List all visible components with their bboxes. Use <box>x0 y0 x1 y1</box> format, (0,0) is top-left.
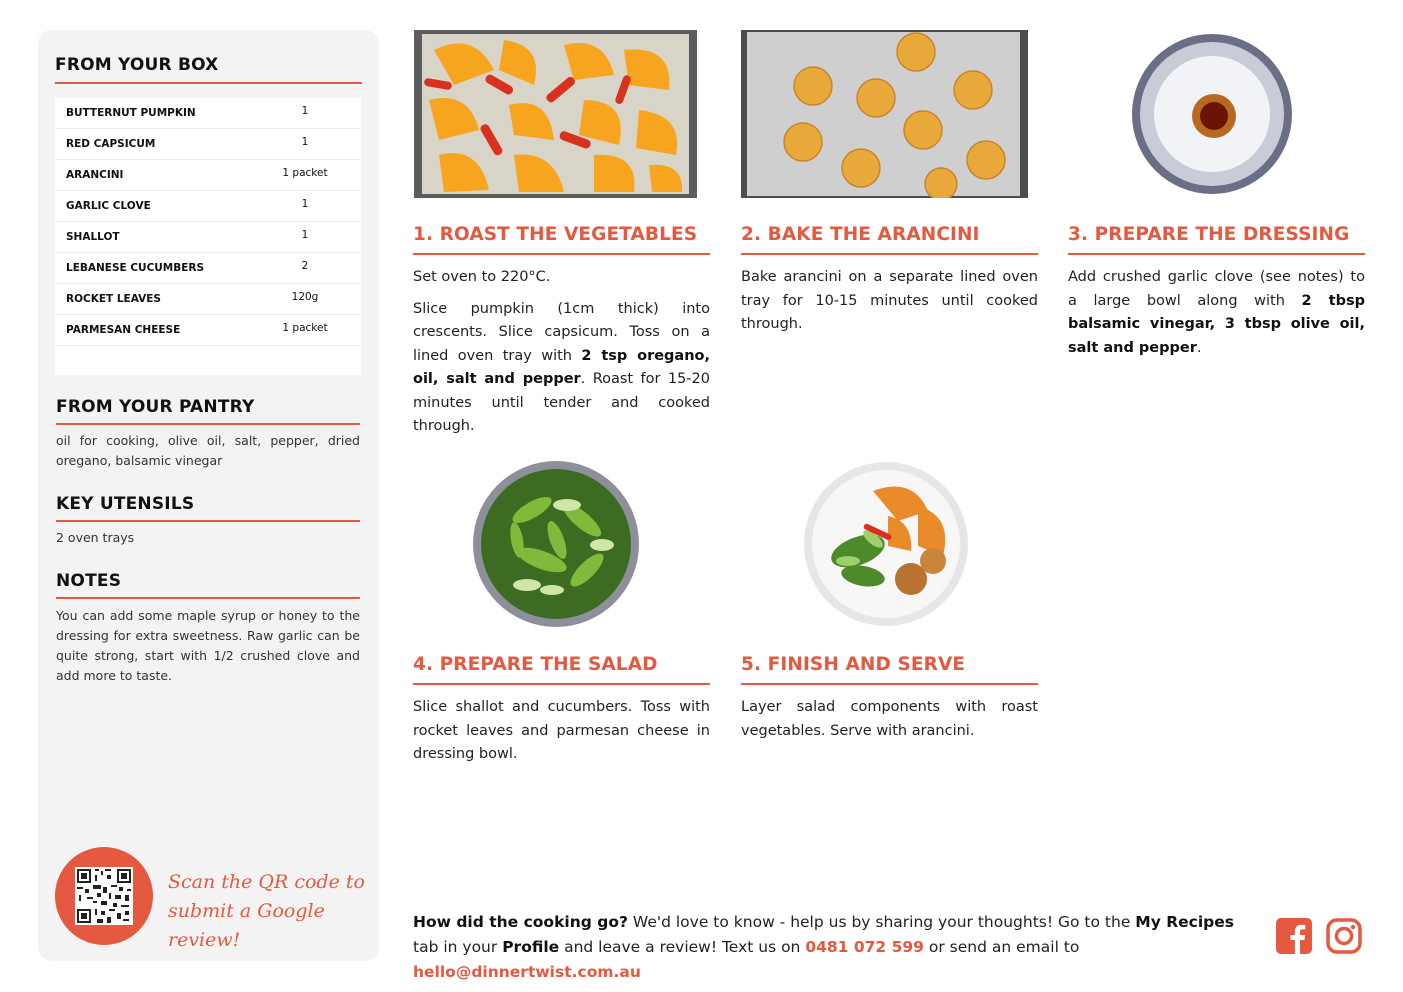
table-row <box>55 129 361 160</box>
email-link[interactable]: hello@dinnertwist.com.au <box>413 963 641 981</box>
divider <box>56 520 360 522</box>
ingredient-name: ARANCINI <box>66 169 124 181</box>
ingredient-qty: 1 <box>301 229 309 241</box>
my-recipes-link[interactable]: My Recipes <box>1135 913 1234 931</box>
dressing-bowl-icon <box>1130 32 1294 196</box>
divider <box>56 597 360 599</box>
step-paragraph: Bake arancini on a separate lined oven tray for 10-15 minutes until cooked through. <box>741 269 1038 332</box>
footer-question: How did the cooking go? <box>413 913 628 931</box>
notes-heading: NOTES <box>56 571 122 591</box>
step-5-text <box>741 696 1038 751</box>
divider <box>55 82 362 84</box>
step-paragraph: Layer salad components with roast vegetables. Serve with arancini. <box>741 699 1038 739</box>
utensils-heading: KEY UTENSILS <box>56 494 195 514</box>
table-row <box>55 160 361 191</box>
text-run: and leave a review! Text us on <box>559 938 806 956</box>
step-4-title: 4. PREPARE THE SALAD <box>413 654 658 675</box>
table-row <box>55 315 361 346</box>
divider <box>56 423 360 425</box>
ingredient-qty: 1 packet <box>282 167 328 179</box>
qr-badge <box>55 847 153 945</box>
table-row <box>55 191 361 222</box>
from-your-box-heading: FROM YOUR BOX <box>55 55 219 75</box>
text-run: tab in your <box>413 938 503 956</box>
qr-caption <box>168 868 368 955</box>
ingredient-qty: 1 <box>301 136 309 148</box>
table-row <box>55 222 361 253</box>
step-3-title: 3. PREPARE THE DRESSING <box>1068 224 1350 245</box>
table-row <box>55 98 361 129</box>
review-footer <box>413 910 1263 985</box>
salad-bowl-icon <box>472 460 641 629</box>
step-paragraph <box>1068 266 1365 360</box>
text-run: . Roast for 15-20 minutes until tender and cooked through. <box>413 371 710 434</box>
ingredient-name: PARMESAN CHEESE <box>66 324 181 336</box>
ingredient-name: BUTTERNUT PUMPKIN <box>66 107 196 119</box>
divider <box>413 253 710 255</box>
served-plate-icon <box>803 461 970 628</box>
text-run: . <box>1196 339 1202 356</box>
text-run: We'd love to know - help us by sharing your thoughts! Go to the <box>627 913 1136 931</box>
ingredient-name: GARLIC CLOVE <box>66 200 151 212</box>
step-paragraph: Slice shallot and cucumbers. Toss with rocket leaves and parmesan cheese in dressing bowl. <box>413 699 710 762</box>
qr-caption-line: Scan the QR code to <box>168 871 365 893</box>
step-3-text <box>1068 266 1365 368</box>
qr-code-icon[interactable] <box>75 867 133 925</box>
facebook-icon[interactable] <box>1276 918 1312 954</box>
ingredient-qty: 1 <box>301 198 309 210</box>
pantry-heading: FROM YOUR PANTRY <box>56 397 255 417</box>
ingredients-sidebar <box>38 30 379 961</box>
text-run-bold: 2 tbsp balsamic vinegar, 3 tbsp olive oil, salt and pepper <box>1068 292 1365 356</box>
qr-caption-line: submit a Google review! <box>168 900 325 951</box>
ingredient-name: SHALLOT <box>66 231 120 243</box>
step-paragraph <box>413 298 710 439</box>
arancini-tray-icon <box>741 30 1028 198</box>
divider <box>1068 253 1365 255</box>
table-row <box>55 253 361 284</box>
profile-link[interactable]: Profile <box>502 938 560 956</box>
step-5-title: 5. FINISH AND SERVE <box>741 654 966 675</box>
step-paragraph: Set oven to 220°C. <box>413 269 551 285</box>
text-run: Add crushed garlic clove (see notes) to a large bowl along with <box>1068 269 1365 309</box>
pantry-text: oil for cooking, olive oil, salt, pepper, dried oregano, balsamic vinegar <box>56 433 360 468</box>
step-2-text <box>741 266 1038 345</box>
text-run: or send an email to <box>923 938 1080 956</box>
ingredient-qty: 1 packet <box>282 322 328 334</box>
step-1-title: 1. ROAST THE VEGETABLES <box>413 224 698 245</box>
divider <box>741 683 1038 685</box>
step-4-text <box>413 696 710 775</box>
text-run-bold: 2 tsp oregano, oil, salt and pepper <box>413 347 711 387</box>
phone-link[interactable]: 0481 072 599 <box>805 938 924 956</box>
instagram-icon[interactable] <box>1326 918 1362 954</box>
ingredient-qty: 120g <box>291 291 319 303</box>
text-run: Slice pumpkin (1cm thick) into crescents. Slice capsicum. Toss on a lined oven tray with <box>413 300 710 364</box>
ingredient-qty: 2 <box>301 260 309 272</box>
roasted-vegetables-tray-icon <box>414 30 697 198</box>
ingredient-name: ROCKET LEAVES <box>66 293 161 305</box>
step-1-text <box>413 266 710 447</box>
step-2-title: 2. BAKE THE ARANCINI <box>741 224 980 245</box>
ingredient-name: RED CAPSICUM <box>66 138 156 150</box>
notes-text: You can add some maple syrup or honey to the dressing for extra sweetness. Raw garlic can be quite strong, start with 1/2 crushed clove and add more to taste. <box>56 608 360 683</box>
divider <box>741 253 1038 255</box>
utensils-text: 2 oven trays <box>56 530 135 545</box>
divider <box>413 683 710 685</box>
ingredients-table <box>55 98 361 375</box>
ingredient-name: LEBANESE CUCUMBERS <box>66 262 205 274</box>
ingredient-qty: 1 <box>301 105 309 117</box>
table-row <box>55 284 361 315</box>
